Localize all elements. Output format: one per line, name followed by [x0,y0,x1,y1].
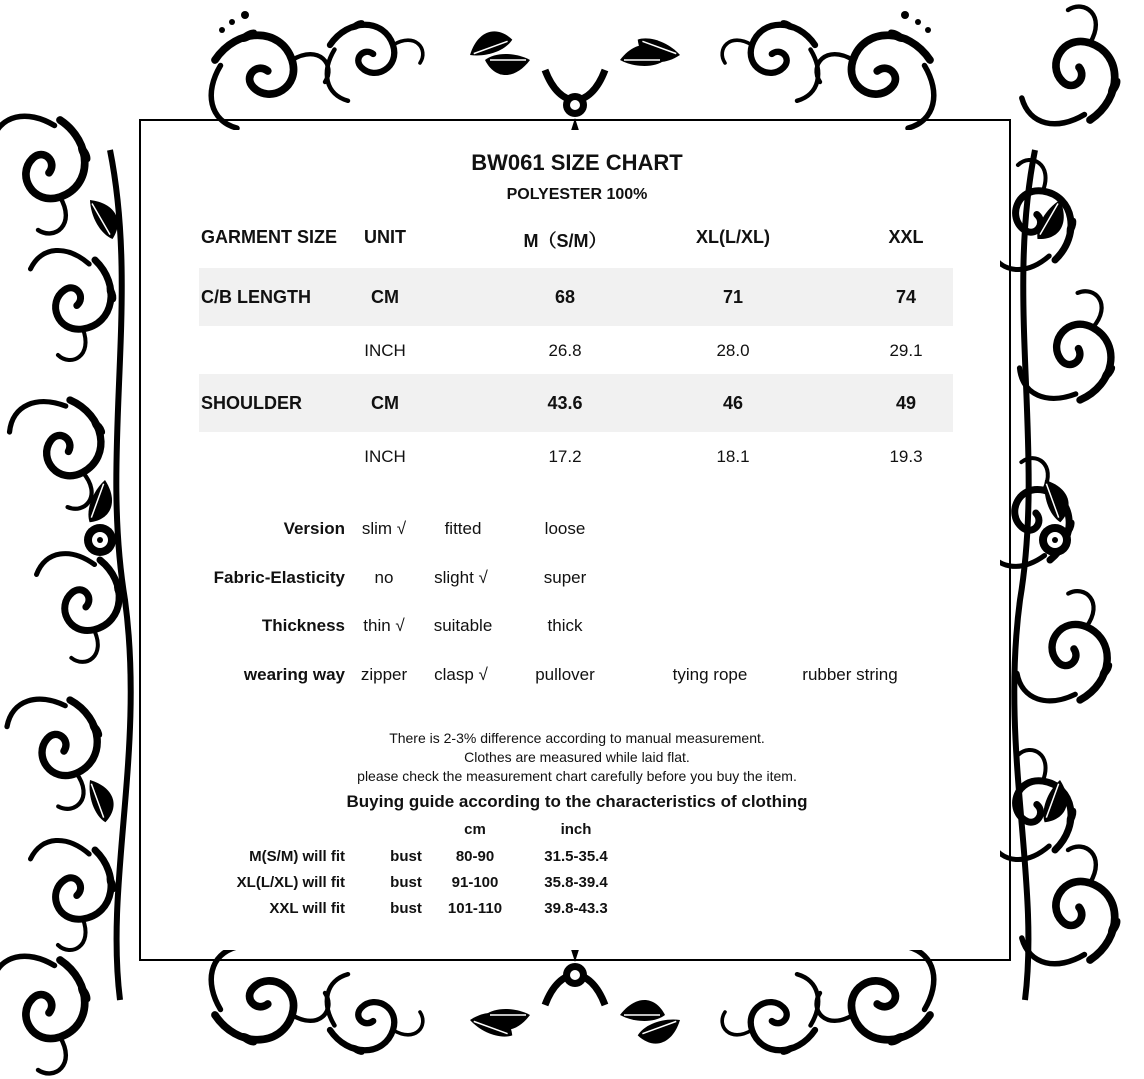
cell-value: 19.3 [889,447,923,466]
cell-value: 28.0 [716,341,750,360]
guide-inch: 31.5-35.4 [544,848,608,865]
table-row-band [199,268,953,326]
guide-cm: 101-110 [447,900,503,917]
header-size-xxl: XXL [888,227,924,247]
attr-option: thin √ [363,616,405,635]
chart-title: BW061 SIZE CHART [471,150,683,175]
cell-value: 46 [722,393,744,413]
cell-value: 29.1 [889,341,923,360]
header-size-m: M（S/M） [523,231,607,251]
attr-option: clasp √ [434,665,488,684]
guide-fit-label: XL(L/XL) will fit [236,874,345,891]
row-unit: CM [371,393,399,413]
row-unit: INCH [364,447,406,466]
guide-col-cm: cm [464,821,486,838]
attr-option: suitable [433,616,493,635]
row-unit: CM [371,287,399,307]
buying-guide-title: Buying guide according to the characteristics of clothing [346,792,808,811]
guide-inch: 39.8-43.3 [544,900,608,917]
cell-value: 74 [895,287,917,307]
attr-option: no [374,568,394,587]
cell-value: 18.1 [716,447,750,466]
header-garment-size: GARMENT SIZE [201,227,338,247]
attr-label-thickness: Thickness [261,616,345,635]
cell-value: 49 [895,393,917,413]
header-unit: UNIT [364,227,406,247]
attr-option: slim √ [361,519,407,538]
guide-col-inch: inch [560,821,592,838]
note-line: please check the measurement chart carefully before you buy the item. [357,768,797,784]
header-size-xl: XL(L/XL) [696,227,770,247]
row-label-cb-length: C/B LENGTH [201,287,311,307]
guide-part: bust [390,848,422,865]
cell-value: 26.8 [548,341,582,360]
chart-subtitle: POLYESTER 100% [506,186,648,203]
guide-part: bust [390,900,422,917]
cell-value: 43.6 [547,393,583,413]
attr-option: pullover [535,665,595,684]
attr-option: thick [547,616,583,635]
guide-cm: 91-100 [451,874,499,891]
attr-label-wearing-way: wearing way [243,665,345,684]
guide-cm: 80-90 [455,848,495,865]
attr-option: slight √ [434,568,488,587]
guide-inch: 35.8-39.4 [544,874,608,891]
note-line: Clothes are measured while laid flat. [464,749,690,765]
attr-option: loose [544,519,586,538]
attr-option: super [543,568,587,587]
attr-option: fitted [444,519,482,538]
attr-label-fabric-elasticity: Fabric-Elasticity [213,568,345,587]
note-line: There is 2-3% difference according to manual measurement. [389,730,765,746]
cell-value: 68 [554,287,576,307]
guide-fit-label: XXL will fit [269,900,345,917]
attr-option: zipper [360,665,408,684]
row-unit: INCH [364,341,406,360]
row-label-shoulder: SHOULDER [201,393,303,413]
attr-option: tying rope [672,665,748,684]
attr-option: rubber string [802,665,898,684]
guide-part: bust [390,874,422,891]
cell-value: 71 [722,287,744,307]
guide-fit-label: M(S/M) will fit [249,848,345,865]
cell-value: 17.2 [548,447,582,466]
attr-label-version: Version [283,519,345,538]
